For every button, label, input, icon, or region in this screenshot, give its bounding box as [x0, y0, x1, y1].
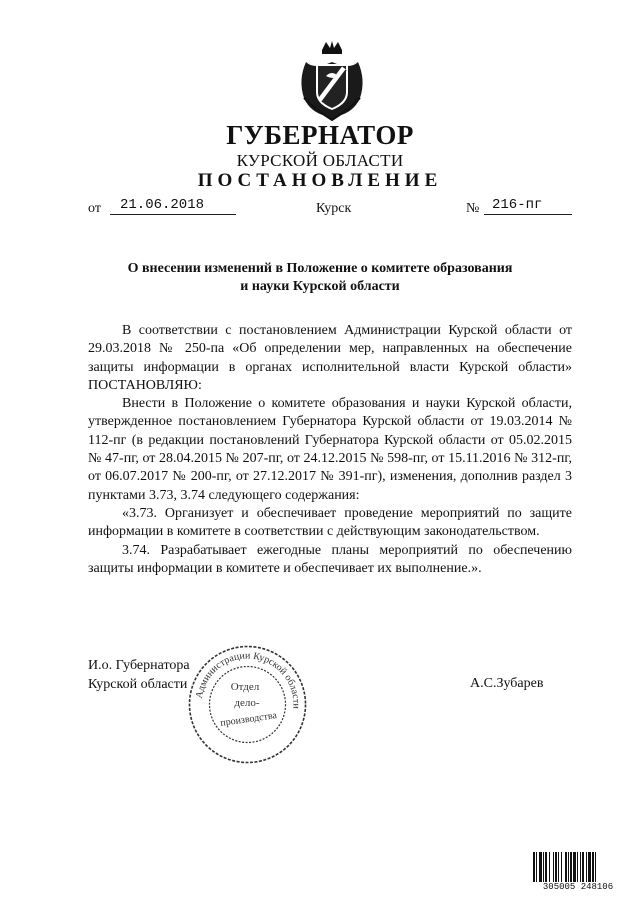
- document-date: 21.06.2018: [110, 197, 236, 215]
- document-body: [88, 322, 572, 578]
- official-stamp: [185, 642, 310, 767]
- coat-of-arms-icon: [296, 40, 368, 122]
- position-line-2: Курской области: [88, 677, 188, 692]
- region-name: КУРСКОЙ ОБЛАСТИ: [236, 151, 404, 170]
- stamp-center-line-3: производства: [219, 710, 278, 729]
- stamp-center-line-2: дело-: [234, 697, 260, 709]
- number-prefix: №: [466, 201, 480, 216]
- document-authority-title: ГУБЕРНАТОР: [226, 120, 414, 150]
- body-paragraph: «3.73. Организует и обеспечивает проведение мероприятий по защите информации в комитете в соответствии с действующим законодательством.: [88, 505, 572, 540]
- stamp-center-line-1: Отдел: [230, 681, 260, 693]
- subject-line-1: О внесении изменений в Положение о комитете образования: [127, 261, 513, 276]
- document-city: Курск: [316, 201, 352, 216]
- date-prefix: от: [88, 201, 101, 216]
- stamp-ring-text: Администрации Курской области: [193, 650, 302, 710]
- subject-line-2: и науки Курской области: [240, 279, 400, 294]
- signatory-position: [88, 656, 190, 694]
- document-type-heading: ПОСТАНОВЛЕНИЕ: [197, 170, 443, 191]
- body-paragraph: В соответствии с постановлением Администрации Курской области от 29.03.2018 № 250-па «Об определении мер, направленных на обеспечение защиты информации в органах исполнительной власти Курской области» ПОСТАНОВЛЯЮ:: [88, 323, 572, 393]
- document-subject: [0, 260, 640, 296]
- barcode-number: 305005 248106: [532, 882, 624, 892]
- body-paragraph: Внести в Положение о комитете образования и науки Курской области, утвержденное постановлением Губернатора Курской области от 19.03.2014 № 112-пг (в редакции постановлений Губернатора Курской области от 05.02.2015 № 47-пг, от 28.04.2015 № 207-пг, от 24.12.2015 № 598-пг, от 15.11.2016 № 312-пг, от 06.07.2017 № 200-пг, от 27.12.2017 № 391-пг), изменения, дополнив раздел 3 пунктами 3.73, 3.74 следующего содержания:: [88, 396, 572, 503]
- document-number: 216-пг: [484, 197, 572, 215]
- signatory-name: А.С.Зубарев: [470, 676, 544, 691]
- body-paragraph: 3.74. Разрабатывает ежегодные планы мероприятий по обеспечению защиты информации в комитете и обеспечивает их выполнение.».: [88, 542, 572, 576]
- position-line-1: И.о. Губернатора: [88, 658, 190, 673]
- document-meta-row: [88, 197, 578, 221]
